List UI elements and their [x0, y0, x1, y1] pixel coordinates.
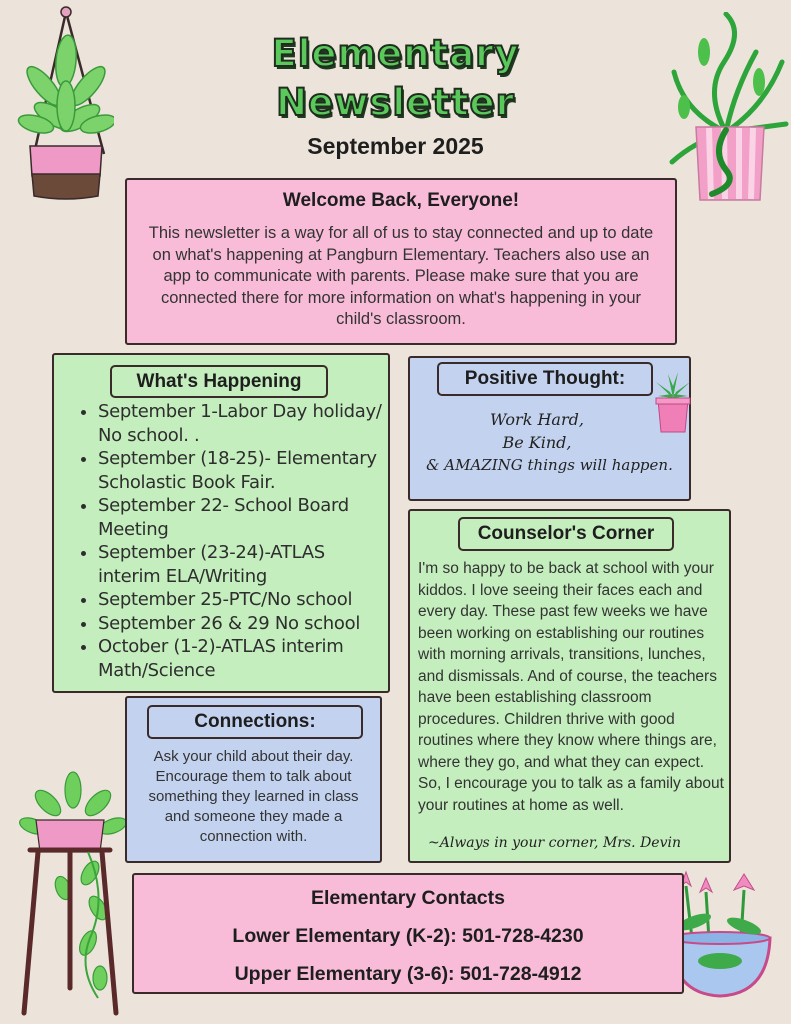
plant-stand-icon: [18, 768, 128, 1018]
contacts-box: [132, 873, 684, 994]
connections-body: Ask your child about their day. Encourage them to talk about something they learned in class and someone they made a connection with.: [148, 748, 359, 845]
welcome-box: [125, 178, 677, 345]
contact-upper-elementary: Upper Elementary (3-6): 501-728-4912: [234, 963, 582, 985]
happening-list: [54, 400, 382, 682]
positive-thought-title: Positive Thought:: [437, 362, 653, 396]
page-title-line1: Elementary: [271, 32, 520, 75]
counselor-body: I'm so happy to be back at school with your kiddos. I love seeing their faces each and every day. These past few weeks we have been working on establishing our routines with morning arrivals, transitions, lunches, and dismissals. And of course, the teachers have been establishing classroom procedures. Children thrive with good routines where they know where things are, where they go, and what they can expect. So, I encourage you to talk as a family about your routines at home as well.: [418, 560, 724, 814]
contact-lower-elementary: Lower Elementary (K-2): 501-728-4230: [232, 925, 584, 947]
list-item: • September 26 & 29 No school: [98, 612, 382, 636]
happening-box: [52, 353, 390, 693]
happening-title: What's Happening: [110, 365, 328, 398]
positive-line1: Work Hard,: [490, 410, 584, 429]
page-title-line2: Newsletter: [276, 81, 515, 124]
contacts-title: Elementary Contacts: [311, 887, 505, 909]
welcome-title: Welcome Back, Everyone!: [282, 190, 520, 211]
list-item: • September 1-Labor Day holiday/ No school. .: [98, 400, 382, 447]
positive-thought-box: [408, 356, 691, 501]
counselor-signature: ~Always in your corner, Mrs. Devin: [428, 835, 681, 851]
connections-title: Connections:: [147, 705, 363, 739]
connections-box: [125, 696, 382, 863]
list-item: • September 22- School Board Meeting: [98, 494, 382, 541]
list-item: • September (18-25)- Elementary Scholastic Book Fair.: [98, 447, 382, 494]
positive-line2: Be Kind,: [502, 433, 572, 452]
list-item: • September 25-PTC/No school: [98, 588, 382, 612]
issue-date: September 2025: [307, 133, 484, 159]
counselor-box: [408, 509, 731, 863]
positive-line3: & AMAZING things will happen.: [426, 456, 673, 474]
list-item: • September (23-24)-ATLAS interim ELA/Writing: [98, 541, 382, 588]
welcome-body: This newsletter is a way for all of us to stay connected and up to date on what's happening at Pangburn Elementary. Teachers also use an app to communicate with parents. Please make sure that you are connected there for more information on what's happening in your child's classroom.: [148, 224, 654, 328]
counselor-title: Counselor's Corner: [458, 517, 674, 551]
list-item: • October (1-2)-ATLAS interim Math/Science: [98, 635, 382, 682]
